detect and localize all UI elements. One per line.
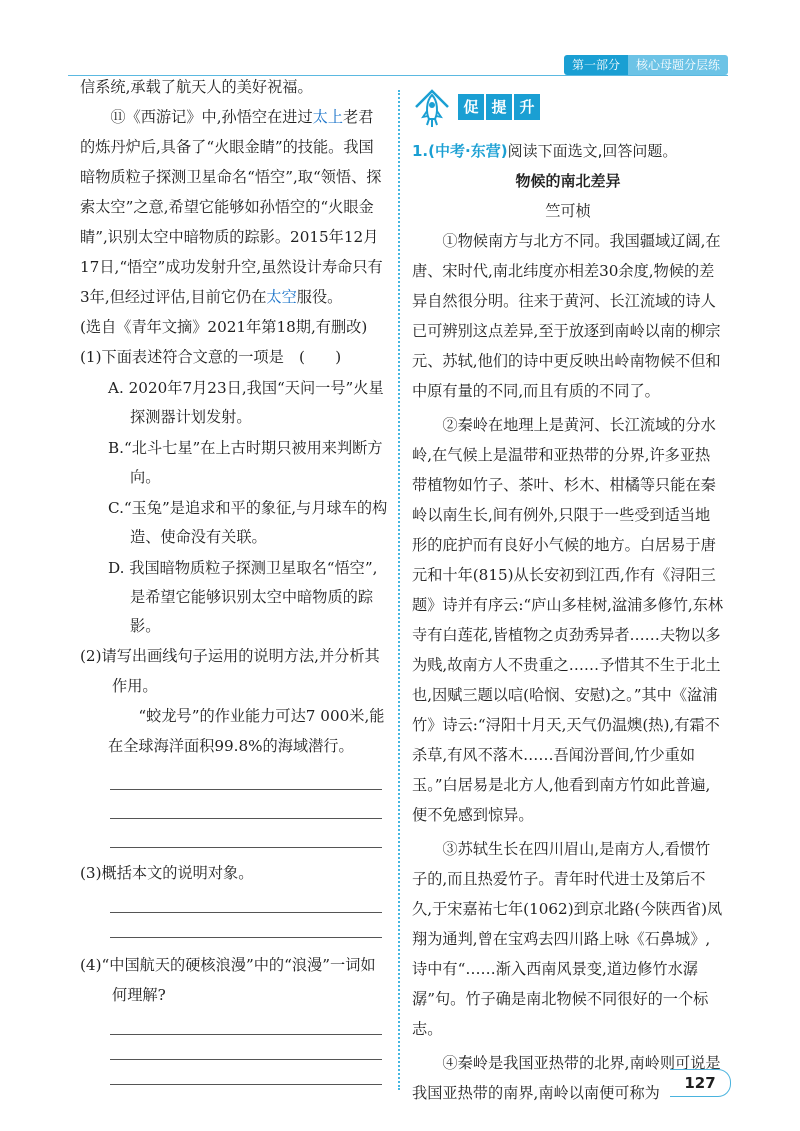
banner-char: 升: [514, 94, 540, 120]
option-c: C.“玉兔”是追求和平的象征,与月球车的构造、使命没有关联。: [108, 499, 388, 546]
paragraph-10-tail: 信系统,承载了航天人的美好祝福。: [80, 78, 313, 96]
answer-line[interactable]: [110, 937, 382, 938]
article-paragraph-1: ①物候南方与北方不同。我国疆域辽阔,在唐、宋时代,南北纬度亦相差30余度,物候的差异自然很分明。往来于黄河、长江流域的诗人已可辨别这点差异,至于放逐到南岭以南的柳宗元、苏轼,他们的诗中更反映出岭南物候不但和中原有量的不同,而且有质的不同了。: [412, 232, 721, 400]
section-label: 核心母题分层练: [628, 55, 728, 75]
promote-banner: [412, 84, 724, 130]
part-label: 第一部分: [564, 55, 628, 75]
column-divider: [398, 90, 400, 1090]
banner-char: 提: [486, 94, 512, 120]
option-a: A. 2020年7月23日,我国“天问一号”火星探测器计划发射。: [108, 379, 384, 426]
article-paragraph-3: ③苏轼生长在四川眉山,是南方人,看惯竹子的,而且热爱竹子。青年时代进士及第后不久,于宋嘉祐七年(1062)到京北路(今陕西省)凤翔为通判,曾在宝鸡去四川路上咏《石鼻城》,诗中有“……渐入西南风景变,道边修竹水潺潺”句。竹子确是南北物候不同很好的一个标志。: [412, 840, 723, 1038]
paragraph-11: ⑪《西游记》中,孙悟空在进过太上老君的炼丹炉后,具备了“火眼金睛”的技能。我国暗物质粒子探测卫星命名“悟空”,取“领悟、探索太空”之意,希望它能够如孙悟空的“火眼金睛”,识别太空中暗物质的踪影。2015年12月17日,“悟空”成功发射升空,虽然设计寿命只有3年,但经过评估,目前它仍在太空服役。: [80, 108, 383, 306]
answer-line[interactable]: [110, 1084, 382, 1085]
page-number: 127: [670, 1069, 731, 1097]
question-4: (4)“中国航天的硬核浪漫”中的“浪漫”一词如何理解?: [80, 956, 376, 1004]
article-title: 物候的南北差异: [515, 172, 621, 190]
option-d: D. 我国暗物质粒子探测卫星取名“悟空”,是希望它能够识别太空中暗物质的踪影。: [108, 559, 378, 635]
answer-line[interactable]: [110, 847, 382, 848]
banner-char: 促: [458, 94, 484, 120]
option-b: B.“北斗七星”在上古时期只被用来判断方向。: [108, 439, 383, 486]
source-note: (选自《青年文摘》2021年第18期,有删改): [80, 318, 368, 336]
question-1: (1)下面表述符合文意的一项是 ( ): [80, 348, 342, 366]
article-author: 竺可桢: [545, 202, 591, 220]
rocket-icon: [412, 85, 452, 129]
question-heading: 1.(中考·东营)阅读下面选文,回答问题。: [412, 142, 678, 160]
question-3: (3)概括本文的说明对象。: [80, 864, 254, 882]
left-column: [80, 72, 388, 1085]
article-paragraph-4: ④秦岭是我国亚热带的北界,南岭则可说是我国亚热带的南界,南岭以南便可称为: [412, 1054, 721, 1102]
question-2: (2)请写出画线句子运用的说明方法,并分析其作用。: [80, 647, 380, 695]
question-2-quote: “蛟龙号”的作业能力可达7 000米,能在全球海洋面积99.8%的海域潜行。: [108, 707, 385, 755]
article-paragraph-2: ②秦岭在地理上是黄河、长江流域的分水岭,在气候上是温带和亚热带的分界,许多亚热带植物如竹子、茶叶、杉木、柑橘等只能在秦岭以南生长,间有例外,只限于一些受到适当地形的庇护而有良好小气候的地方。白居易于唐元和十年(815)从长安初到江西,作有《浔阳三题》诗并有序云:“庐山多桂树,湓浦多修竹,东林寺有白莲花,皆植物之贞劲秀异者……夫物以多为贱,故南方人不贵重之……予惜其不生于北土也,因赋三题以唁(哈悯、安慰)之。”其中《湓浦竹》诗云:“浔阳十月天,天气仍温燠(热),有霜不杀草,有风不落木……吾闻汾晋间,竹少重如玉。”白居易是北方人,他看到南方竹如此普遍,便不免感到惊异。: [412, 416, 724, 824]
right-column: [412, 72, 724, 1108]
